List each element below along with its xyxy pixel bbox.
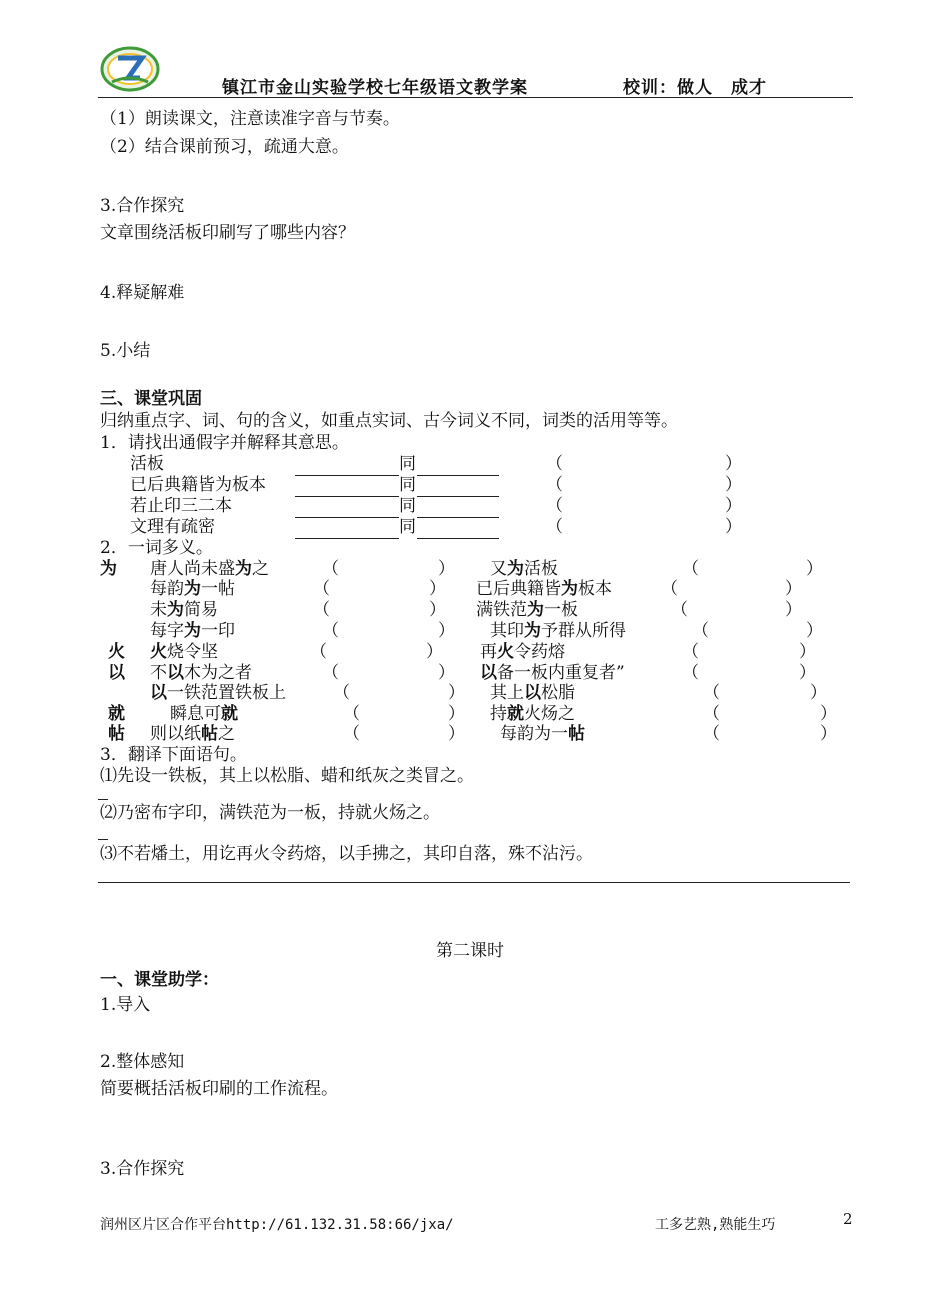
paren-close: ） bbox=[448, 704, 465, 724]
q1-phrase: 若止印三二本 bbox=[130, 496, 232, 516]
answer-blank[interactable] bbox=[417, 538, 499, 539]
example-right: 持就火炀之 bbox=[490, 704, 575, 724]
paren-open: （ bbox=[703, 704, 720, 724]
header-rule bbox=[98, 97, 853, 98]
paren-close: ） bbox=[806, 621, 823, 641]
reading-task-2: （2）结合课前预习，疏通大意。 bbox=[100, 137, 349, 157]
paren-close: ） bbox=[785, 600, 802, 620]
paren-close: ） bbox=[725, 496, 742, 516]
paren-open: （ bbox=[333, 683, 350, 703]
paren-open: （ bbox=[682, 663, 699, 683]
paren-close: ） bbox=[820, 724, 837, 744]
step-overall-perception: 2.整体感知 bbox=[100, 1052, 185, 1072]
section-divider bbox=[98, 882, 850, 883]
example-left: 瞬息可就 bbox=[170, 704, 238, 724]
q1-phrase: 活板 bbox=[130, 454, 164, 474]
answer-blank[interactable] bbox=[417, 517, 499, 518]
paren-open: （ bbox=[310, 642, 327, 662]
paren-open: （ bbox=[313, 600, 330, 620]
translate-sentence-2: ⑵乃密布字印，满铁范为一板，持就火炀之。 bbox=[100, 803, 440, 823]
school-logo bbox=[100, 46, 160, 92]
paren-open: （ bbox=[671, 600, 688, 620]
example-left: 火烧令坚 bbox=[150, 642, 218, 662]
example-right: 满铁范为一板 bbox=[476, 600, 578, 620]
paren-close: ） bbox=[429, 600, 446, 620]
example-left: 每字为一印 bbox=[150, 621, 235, 641]
step-resolve-doubts: 4.释疑解难 bbox=[100, 283, 185, 303]
example-left: 未为简易 bbox=[150, 600, 218, 620]
answer-blank[interactable] bbox=[295, 517, 399, 518]
paren-open: （ bbox=[546, 454, 563, 474]
example-left: 唐人尚未盛为之 bbox=[150, 559, 269, 579]
example-right: 以备一板内重复者” bbox=[480, 663, 625, 683]
paren-close: ） bbox=[448, 683, 465, 703]
polysemy-char: 为 bbox=[100, 559, 117, 579]
question-1: 1．请找出通假字并解释其意思。 bbox=[100, 433, 349, 453]
example-right: 其印为予群从所得 bbox=[490, 621, 626, 641]
polysemy-char: 就 bbox=[108, 704, 125, 724]
reading-task-1: （1）朗读课文，注意读准字音与节奏。 bbox=[100, 109, 400, 129]
paren-open: （ bbox=[546, 517, 563, 537]
example-right: 已后典籍皆为板本 bbox=[476, 579, 612, 599]
step-introduction: 1.导入 bbox=[100, 995, 151, 1015]
q1-phrase: 文理有疏密 bbox=[130, 517, 215, 537]
paren-close: ） bbox=[820, 704, 837, 724]
step-summary: 5.小结 bbox=[100, 341, 151, 361]
consolidation-heading: 三、课堂巩固 bbox=[100, 389, 202, 409]
polysemy-char: 火 bbox=[108, 642, 125, 662]
paren-close: ） bbox=[438, 621, 455, 641]
paren-close: ） bbox=[725, 517, 742, 537]
paren-open: （ bbox=[546, 496, 563, 516]
answer-blank[interactable] bbox=[98, 839, 108, 840]
paren-close: ） bbox=[725, 475, 742, 495]
paren-open: （ bbox=[661, 579, 678, 599]
paren-open: （ bbox=[682, 559, 699, 579]
consolidation-intro: 归纳重点字、词、句的含义，如重点实词、古今词义不同，词类的活用等等。 bbox=[100, 411, 678, 431]
example-left: 每韵为一帖 bbox=[150, 579, 235, 599]
paren-open: （ bbox=[692, 621, 709, 641]
paren-close: ） bbox=[426, 642, 443, 662]
workflow-task: 简要概括活板印刷的工作流程。 bbox=[100, 1079, 338, 1099]
example-left: 以一铁范置铁板上 bbox=[150, 683, 286, 703]
answer-blank[interactable] bbox=[417, 496, 499, 497]
example-right: 其上以松脂 bbox=[490, 683, 575, 703]
paren-close: ） bbox=[429, 579, 446, 599]
paren-open: （ bbox=[313, 579, 330, 599]
paren-close: ） bbox=[438, 559, 455, 579]
example-left: 不以木为之者 bbox=[150, 663, 252, 683]
polysemy-char: 帖 bbox=[108, 724, 125, 744]
question-3: 3．翻译下面语句。 bbox=[100, 745, 247, 765]
paren-close: ） bbox=[799, 642, 816, 662]
school-title: 镇江市金山实验学校七年级语文教学案 bbox=[222, 78, 528, 98]
footer-proverb: 工多艺熟,熟能生巧 bbox=[655, 1217, 776, 1233]
example-left: 则以纸帖之 bbox=[150, 724, 235, 744]
step-cooperative-inquiry-2: 3.合作探究 bbox=[100, 1159, 185, 1179]
paren-open: （ bbox=[546, 475, 563, 495]
paren-close: ） bbox=[438, 663, 455, 683]
paren-open: （ bbox=[682, 642, 699, 662]
question-2: 2．一词多义。 bbox=[100, 538, 213, 558]
footer-platform: 润州区片区合作平台http://61.132.31.58:66/jxa/ bbox=[100, 1217, 454, 1233]
polysemy-char: 以 bbox=[108, 663, 125, 683]
paren-open: （ bbox=[322, 621, 339, 641]
q1-tong: 同 bbox=[399, 475, 416, 495]
paren-close: ） bbox=[799, 663, 816, 683]
q1-tong: 同 bbox=[399, 454, 416, 474]
q1-tong: 同 bbox=[399, 496, 416, 516]
example-right: 再火令药熔 bbox=[480, 642, 565, 662]
paren-open: （ bbox=[322, 559, 339, 579]
lesson-2-title: 第二课时 bbox=[436, 941, 504, 961]
example-right: 又为活板 bbox=[490, 559, 558, 579]
paren-open: （ bbox=[343, 724, 360, 744]
answer-blank[interactable] bbox=[295, 475, 399, 476]
paren-close: ） bbox=[806, 559, 823, 579]
paren-open: （ bbox=[703, 724, 720, 744]
paren-open: （ bbox=[322, 663, 339, 683]
paren-close: ） bbox=[448, 724, 465, 744]
answer-blank[interactable] bbox=[295, 538, 399, 539]
paren-open: （ bbox=[703, 683, 720, 703]
translate-sentence-3: ⑶不若燔土，用讫再火令药熔，以手拂之，其印自落，殊不沾污。 bbox=[100, 844, 593, 864]
paren-open: （ bbox=[343, 704, 360, 724]
paren-close: ） bbox=[810, 683, 827, 703]
school-motto: 校训：做人 成才 bbox=[623, 78, 767, 98]
answer-blank[interactable] bbox=[417, 475, 499, 476]
translate-sentence-1: ⑴先设一铁板，其上以松脂、蜡和纸灰之类冒之。 bbox=[100, 766, 474, 786]
answer-blank[interactable] bbox=[98, 799, 108, 800]
paren-close: ） bbox=[725, 454, 742, 474]
classroom-help-heading: 一、课堂助学： bbox=[100, 970, 219, 990]
q1-tong: 同 bbox=[399, 517, 416, 537]
page-number: 2 bbox=[843, 1210, 853, 1228]
example-right: 每韵为一帖 bbox=[500, 724, 585, 744]
q1-phrase: 已后典籍皆为板本 bbox=[130, 475, 266, 495]
step-cooperative-inquiry: 3.合作探究 bbox=[100, 196, 185, 216]
answer-blank[interactable] bbox=[295, 496, 399, 497]
inquiry-question: 文章围绕活板印刷写了哪些内容？ bbox=[100, 223, 355, 243]
paren-close: ） bbox=[785, 579, 802, 599]
